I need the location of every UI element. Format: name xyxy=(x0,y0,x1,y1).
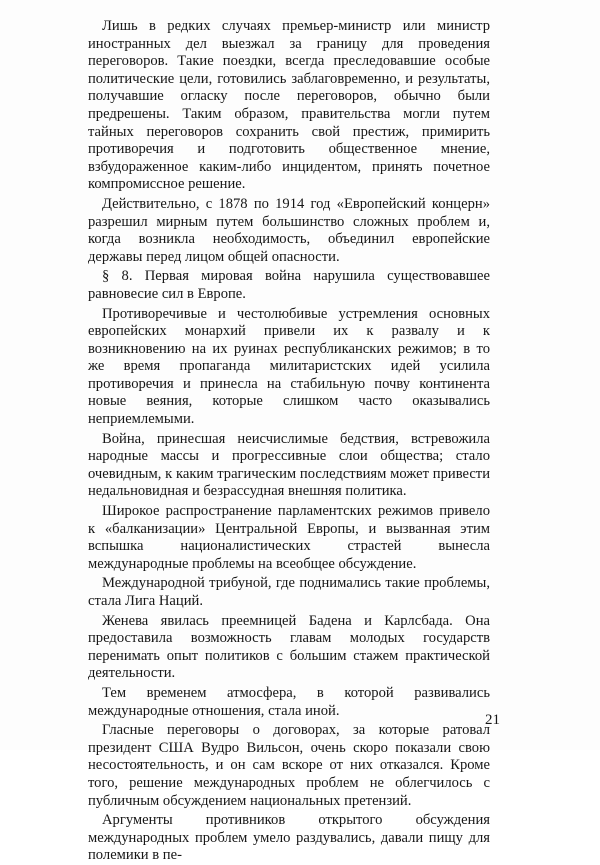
paragraph: Международной трибуной, где поднимались такие проблемы, стала Лига Наций. xyxy=(88,575,490,609)
paragraph: Гласные переговоры о договорах, за которые ратовал президент США Вудро Вильсон, очень скоро показали свою несостоятельность, и он сам вскоре от них отказался. Кроме того, решение международных проблем не облегчилось с публичным обсуждением национальных претензий. xyxy=(88,722,490,809)
paragraph: Тем временем атмосфера, в которой развивались международные отношения, стала иной. xyxy=(88,684,490,719)
paragraph: Противоречивые и честолюбивые устремления основных европейских монархий привели их к развалу и к возникновению на их руинах республиканских режимов; в то же время пропаганда милитаристских идей усилила противоречия и принесла на стабильную почву континента новые веяния, которые слишком часто оказывались неприемлемыми. xyxy=(88,305,490,428)
paragraph: Лишь в редких случаях премьер-министр или министр иностранных дел выезжал за границу для проведения переговоров. Такие поездки, всегда преследовавшие особые политические цели, готовились заблаговременно, и результаты, получавшие огласку после переговоров, обычно были предрешены. Таким образом, правительства могли путем тайных переговоров сохранить свой престиж, примирить противоречия и подготовить общественное мнение, взбудораженное каким-либо инцидентом, принять почетное компромиссное решение. xyxy=(88,18,490,193)
paragraph: Война, принесшая неисчислимые бедствия, встревожила народные массы и прогрессивные слои общества; стало очевидным, к каким трагическим последствиям может привести недальновидная и безрассудная внешняя политика. xyxy=(88,430,490,500)
paragraph: Действительно, с 1878 по 1914 год «Европейский концерн» разрешил мирным путем большинство сложных проблем и, когда возникла необходимость, объединил европейские державы перед лицом общей опасности. xyxy=(88,195,490,265)
section-heading-paragraph: § 8. Первая мировая война нарушила существовавшее равновесие сил в Европе. xyxy=(88,268,490,302)
page-number: 21 xyxy=(485,712,500,728)
paragraph: Женева явилась преемницей Бадена и Карлсбада. Она предоставила возможность главам молодых государств перенимать опыт политиков с большим стажем практической деятельности. xyxy=(88,612,490,682)
page-body-text xyxy=(88,18,490,865)
paragraph: Аргументы противников открытого обсуждения международных проблем умело раздувались, давали пищу для полемики в пе- xyxy=(88,812,490,864)
paragraph: Широкое распространение парламентских режимов привело к «балканизации» Центральной Европы, и вызванная этим вспышка националистических страстей вынесла международные проблемы на всеобщее обсуждение. xyxy=(88,503,490,572)
